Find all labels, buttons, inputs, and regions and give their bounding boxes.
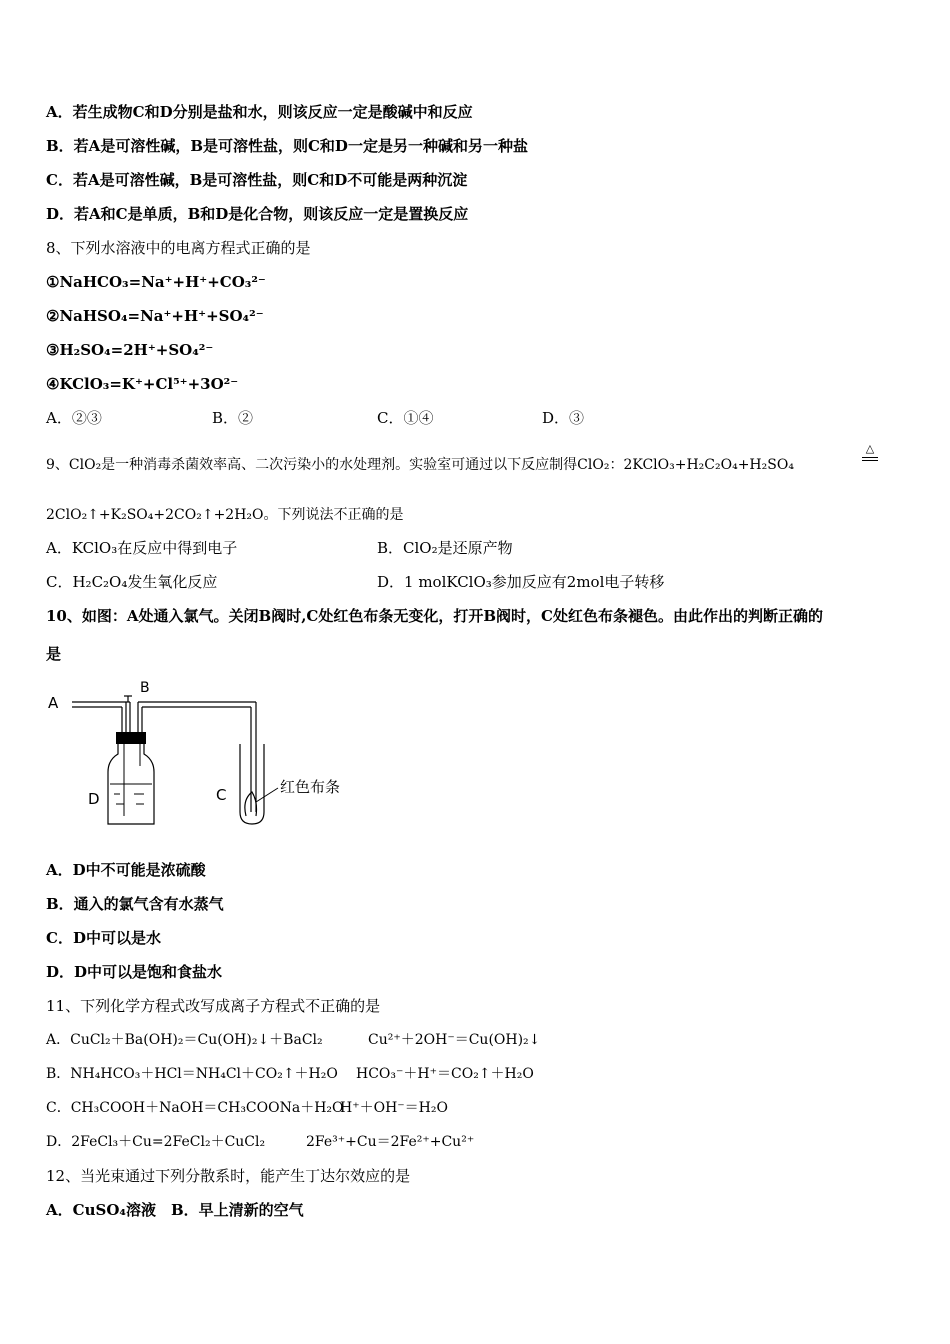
q8-option-c: C．①④ <box>377 409 434 427</box>
q9-option-d: D．1 molKClO₃参加反应有2mol电子转移 <box>377 573 665 591</box>
q10-option-c: C．D中可以是水 <box>46 929 161 947</box>
q9-option-b: B．ClO₂是还原产物 <box>377 539 513 557</box>
q9-stem-line1: 9、ClO₂是一种消毒杀菌效率高、二次污染小的水处理剂。实验室可通过以下反应制得ClO₂：2KClO₃+H₂C₂O₄+H₂SO₄ <box>46 457 794 473</box>
q8-equation-4: ④KClO₃=K⁺+Cl⁵⁺+3O²⁻ <box>46 375 239 393</box>
q10-option-d: D．D中可以是饱和食盐水 <box>46 963 223 981</box>
q12-stem: 12、当光束通过下列分散系时，能产生丁达尔效应的是 <box>46 1167 411 1185</box>
reaction-condition <box>862 443 878 469</box>
bottle-liquid <box>110 784 152 804</box>
inlet-tube <box>72 702 126 732</box>
apparatus-diagram <box>44 676 364 836</box>
q11-option-d-ionic: 2Fe³⁺+Cu＝2Fe²⁺+Cu²⁺ <box>306 1134 475 1150</box>
q11-option-c-ionic: H⁺＋OH⁻＝H₂O <box>340 1100 448 1116</box>
q7-option-d: D．若A和C是单质，B和D是化合物，则该反应一定是置换反应 <box>46 205 469 223</box>
strip-pointer <box>256 788 278 802</box>
q9-stem-line2: 2ClO₂↑+K₂SO₄+2CO₂↑+2H₂O。下列说法不正确的是 <box>46 507 404 523</box>
q9-option-a: A．KClO₃在反应中得到电子 <box>46 539 238 557</box>
q12-options: A．CuSO₄溶液 B．早上清新的空气 <box>46 1201 304 1219</box>
q11-option-a-ionic: Cu²⁺＋2OH⁻＝Cu(OH)₂↓ <box>368 1032 541 1048</box>
q10-stem-line1: 10、如图：A处通入氯气。关闭B阀时,C处红色布条无变化，打开B阀时，C处红色布条褪色。由此作出的判断正确的 <box>46 607 823 625</box>
heat-symbol: △ <box>865 442 875 455</box>
q10-stem-line2: 是 <box>46 645 62 663</box>
bottle-stopper <box>116 732 146 744</box>
q8-option-a: A．②③ <box>46 409 102 427</box>
label-a: A <box>48 694 59 712</box>
q9-option-c: C．H₂C₂O₄发生氧化反应 <box>46 573 218 591</box>
q8-equation-3: ③H₂SO₄=2H⁺+SO₄²⁻ <box>46 341 214 359</box>
label-b: B <box>140 680 150 696</box>
outlet-tube <box>138 702 256 812</box>
label-c: C <box>216 786 227 804</box>
q11-option-c-equation: C．CH₃COOH＋NaOH＝CH₃COONa＋H₂O <box>46 1100 344 1116</box>
q8-option-d: D．③ <box>542 409 585 427</box>
q7-option-c: C．若A是可溶性碱，B是可溶性盐，则C和D不可能是两种沉淀 <box>46 171 468 189</box>
q8-equation-1: ①NaHCO₃=Na⁺+H⁺+CO₃²⁻ <box>46 273 266 291</box>
q10-option-b: B．通入的氯气含有水蒸气 <box>46 895 224 913</box>
q11-option-a-equation: A．CuCl₂＋Ba(OH)₂＝Cu(OH)₂↓＋BaCl₂ <box>46 1032 323 1048</box>
q11-stem: 11、下列化学方程式改写成离子方程式不正确的是 <box>46 997 381 1015</box>
label-red-strip: 红色布条 <box>280 778 341 796</box>
q8-option-b: B．② <box>212 409 254 427</box>
test-tube-c <box>240 744 264 824</box>
q11-option-b-ionic: HCO₃⁻＋H⁺＝CO₂↑＋H₂O <box>356 1066 534 1082</box>
q8-equation-2: ②NaHSO₄=Na⁺+H⁺+SO₄²⁻ <box>46 307 264 325</box>
q7-option-b: B．若A是可溶性碱，B是可溶性盐，则C和D一定是另一种碱和另一种盐 <box>46 137 528 155</box>
q10-option-a: A．D中不可能是浓硫酸 <box>46 861 206 879</box>
q11-option-b-equation: B．NH₄HCO₃＋HCl＝NH₄Cl＋CO₂↑＋H₂O <box>46 1066 338 1082</box>
label-d: D <box>88 790 100 808</box>
q11-option-d-equation: D．2FeCl₃＋Cu=2FeCl₂＋CuCl₂ <box>46 1134 266 1150</box>
q8-stem: 8、下列水溶液中的电离方程式正确的是 <box>46 239 311 257</box>
q7-option-a: A．若生成物C和D分别是盐和水，则该反应一定是酸碱中和反应 <box>46 103 473 121</box>
